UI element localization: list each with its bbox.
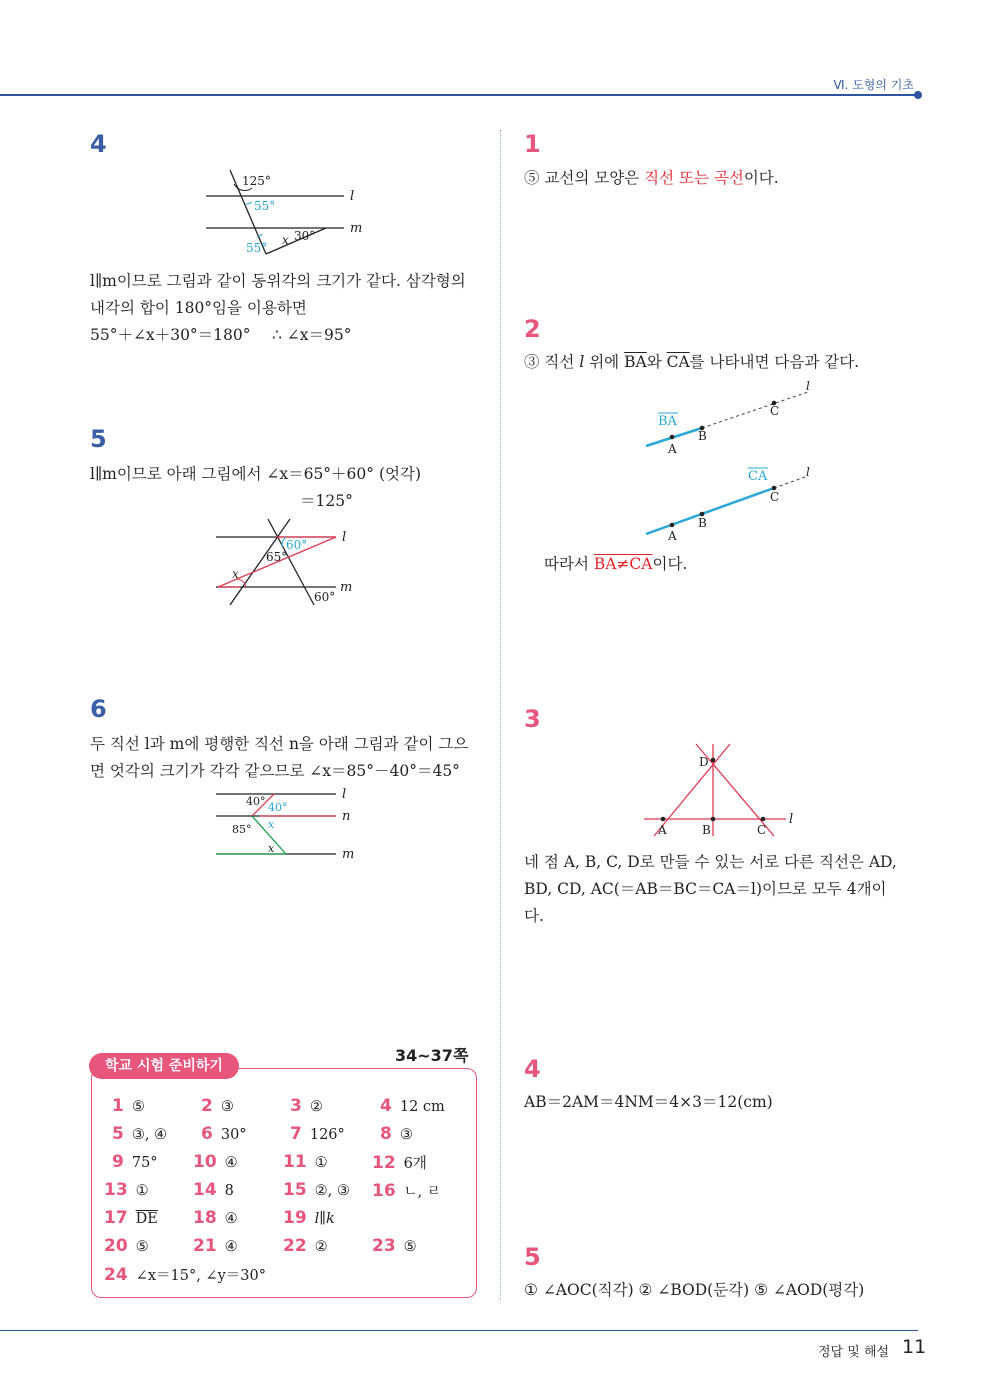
answer-item: 3 ② (290, 1096, 323, 1116)
header-rule (0, 94, 918, 96)
line-l-label: l (342, 787, 347, 802)
angle-55-label: 55° (246, 241, 268, 255)
answer-item: 24 ∠x＝15°, ∠y＝30° (104, 1265, 266, 1285)
line-m-label: m (342, 847, 355, 862)
angle-x-label: x (268, 842, 275, 855)
explanation-line: 네 점 A, B, C, D로 만들 수 있는 서로 다른 직선은 AD, (524, 853, 897, 871)
parallel-lines-triangle-figure (200, 168, 370, 258)
answer-item: 17 $\overline{DE}$ (104, 1208, 158, 1228)
answer-item: 10 ④ (193, 1152, 238, 1172)
answer-item: 6 30° (201, 1124, 247, 1144)
footer-label: 정답 및 해설 (818, 1345, 890, 1360)
angle-65-label: 65° (266, 550, 288, 564)
angle-x-label: x (232, 567, 239, 581)
answer-item: 18 ④ (193, 1208, 238, 1228)
angle-85-label: 85° (232, 823, 252, 836)
answer-box-title: 학교 시험 준비하기 (89, 1053, 239, 1079)
answer-item: 5 ③, ④ (112, 1124, 168, 1144)
question-number: 1 (524, 130, 541, 158)
conclusion: 따라서 BA≠CA이다. (544, 555, 688, 573)
line-l-label: l (342, 530, 347, 545)
three-parallel-lines-figure (212, 785, 362, 865)
point-B-label: B (698, 429, 707, 443)
header-rule-dot (914, 91, 922, 99)
highlight-text: 직선 또는 곡선 (644, 169, 744, 187)
angle-60-label: 60° (314, 590, 336, 604)
angle-60-label: 60° (286, 538, 308, 552)
line-m-label: m (350, 221, 363, 236)
answer-item: 7 126° (290, 1124, 345, 1144)
four-points-lines-figure (636, 740, 806, 840)
answer-item: 20 ⑤ (104, 1236, 149, 1256)
point-A-label: A (658, 823, 667, 837)
question-number: 2 (524, 315, 541, 343)
answer-item: 13 ① (104, 1180, 149, 1200)
point-D-label: D (699, 755, 709, 769)
answer-item: 2 ③ (201, 1096, 234, 1116)
answer-item: 23 ⑤ (372, 1236, 417, 1256)
question-number: 4 (524, 1055, 541, 1083)
explanation-line: l∥m이므로 아래 그림에서 ∠x＝65°＋60° (엇각) (90, 465, 421, 483)
parallel-lines-angle-figure (210, 515, 370, 607)
explanation-line: 다. (524, 907, 544, 925)
angle-30-label: 30° (294, 229, 316, 243)
ray-figure (636, 378, 826, 548)
question-number: 6 (90, 695, 107, 723)
answer-item: 21 ④ (193, 1236, 238, 1256)
ray-BA-label: BA (658, 414, 677, 429)
answer-item: 11 ① (283, 1152, 328, 1172)
explanation-line: l∥m이므로 그림과 같이 동위각의 크기가 같다. 삼각형의 (90, 272, 466, 290)
question-number: 4 (90, 130, 107, 158)
angle-40-label: 40° (268, 801, 288, 814)
point-C-label: C (770, 490, 780, 504)
ray-CA-label: CA (748, 469, 768, 484)
point-B-label: B (698, 516, 707, 530)
answer-item: 4 12 cm (380, 1096, 445, 1116)
line-l-label: l (806, 379, 810, 393)
chapter-title: Ⅵ. 도형의 기초 (833, 78, 914, 92)
angle-55-label: 55° (254, 199, 276, 213)
conclusion: ∴ ∠x＝95° (272, 326, 352, 344)
point-A-label: A (668, 442, 677, 456)
line-l-label: l (350, 189, 355, 204)
page-number: 11 (902, 1336, 927, 1358)
line-n-label: n (342, 809, 351, 824)
answer-item: 14 8 (193, 1180, 234, 1200)
line-l-label: l (789, 812, 794, 827)
explanation-line: BD, CD, AC(＝AB＝BC＝CA＝l)이므로 모두 4개이 (524, 880, 887, 898)
line-l-label: l (806, 465, 810, 479)
point-B-label: B (702, 823, 711, 837)
equation: 55°＋∠x＋30°＝180° (90, 326, 251, 344)
explanation-line: ① ∠AOC(직각) ② ∠BOD(둔각) ⑤ ∠AOD(평각) (524, 1281, 865, 1299)
answer-item: 22 ② (283, 1236, 328, 1256)
point-A-label: A (668, 529, 677, 543)
angle-125-label: 125° (242, 174, 271, 188)
page-range: 34~37쪽 (395, 1046, 469, 1065)
question-number: 5 (90, 425, 107, 453)
answer-item: 1 ⑤ (112, 1096, 145, 1116)
angle-x-label: x (282, 233, 289, 247)
footer-rule (0, 1330, 918, 1331)
line-m-label: m (340, 580, 353, 595)
explanation-line: ③ 직선 l 위에 $\overline{BA}$와 $\overline{CA}$를 나타내면 다음과 같다. (524, 353, 860, 371)
explanation-line: 면 엇각의 크기가 각각 같으므로 ∠x＝85°－40°＝45° (90, 762, 460, 780)
question-number: 5 (524, 1243, 541, 1271)
answer-item: 16 ㄴ, ㄹ (372, 1181, 441, 1201)
angle-40-label: 40° (246, 795, 266, 808)
point-C-label: C (770, 404, 780, 418)
answer-item: 8 ③ (380, 1124, 413, 1144)
equation: ＝125° (300, 492, 353, 510)
answer-item: 12 6개 (372, 1153, 427, 1173)
column-divider (500, 130, 501, 1300)
explanation-line: 내각의 합이 180°임을 이용하면 (90, 299, 307, 317)
answer-item: 9 75° (112, 1152, 158, 1172)
question-number: 3 (524, 705, 541, 733)
answer-item: 19 l∥k (283, 1208, 335, 1228)
answer-item: 15 ②, ③ (283, 1180, 350, 1200)
angle-x-label: x (268, 818, 275, 831)
equation: AB＝2AM＝4NM＝4×3＝12(cm) (524, 1093, 773, 1111)
explanation-line: ⑤ 교선의 모양은 직선 또는 곡선이다. (524, 169, 779, 187)
point-C-label: C (757, 823, 767, 837)
explanation-line: 두 직선 l과 m에 평행한 직선 n을 아래 그림과 같이 그으 (90, 735, 469, 753)
